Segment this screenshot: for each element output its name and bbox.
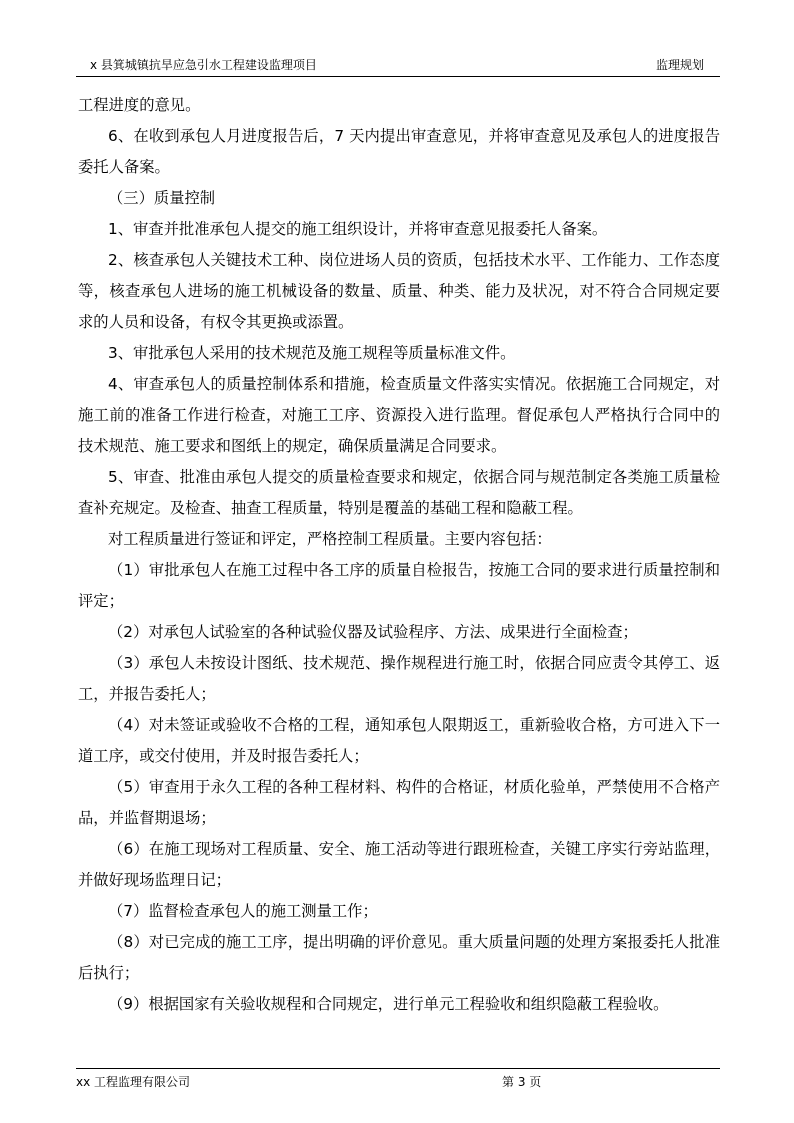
paragraph: （6）在施工现场对工程质量、安全、施工活动等进行跟班检查，关键工序实行旁站监理，并做好现场监理日记； [78,840,720,889]
paragraph: （9）根据国家有关验收规程和合同规定，进行单元工程验收和组织隐蔽工程验收。 [108,995,669,1013]
header-project-title: x 县箕城镇抗旱应急引水工程建设监理项目 [90,58,317,72]
paragraph: （2）对承包人试验室的各种试验仪器及试验程序、方法、成果进行全面检查； [108,623,638,641]
paragraph: （8）对已完成的施工工序，提出明确的评价意见。重大质量问题的处理方案报委托人批准后执行； [78,933,720,982]
paragraph: 工程进度的意见。 [78,96,201,114]
paragraph: 4、审查承包人的质量控制体系和措施，检查质量文件落实实情况。依据施工合同规定，对施工前的准备工作进行检查，对施工工序、资源投入进行监理。督促承包人严格执行合同中的技术规范、施工要求和图纸上的规定，确保质量满足合同要求。 [78,375,720,455]
page-header [76,54,720,77]
footer-company: xx 工程监理有限公司 [76,1075,191,1089]
paragraph: （1）审批承包人在施工过程中各工序的质量自检报告，按施工合同的要求进行质量控制和评定； [78,561,720,610]
paragraph: 对工程质量进行签证和评定，严格控制工程质量。主要内容包括： [108,530,552,548]
document-body [78,90,720,1020]
paragraph: 1、审查并批准承包人提交的施工组织设计，并将审查意见报委托人备案。 [108,220,608,238]
footer-page-number: 第 3 页 [502,1075,542,1089]
paragraph: 3、审批承包人采用的技术规范及施工规程等质量标准文件。 [108,344,516,362]
paragraph: 2、核查承包人关键技术工种、岗位进场人员的资质，包括技术水平、工作能力、工作态度等，核查承包人进场的施工机械设备的数量、质量、种类、能力及状况，对不符合合同规定要求的人员和设备，有权令其更换或添置。 [78,251,720,331]
paragraph: （三）质量控制 [108,189,216,207]
paragraph: 5、审查、批准由承包人提交的质量检查要求和规定，依据合同与规范制定各类施工质量检查补充规定。及检查、抽查工程质量，特别是覆盖的基础工程和隐蔽工程。 [78,468,720,517]
paragraph: 6、在收到承包人月进度报告后，7 天内提出审查意见，并将审查意见及承包人的进度报告委托人备案。 [78,127,720,176]
paragraph: （7）监督检查承包人的施工测量工作； [108,902,378,920]
header-doc-type: 监理规划 [655,58,704,72]
page-footer [76,1068,720,1091]
paragraph: （4）对未签证或验收不合格的工程，通知承包人限期返工，重新验收合格，方可进入下一道工序，或交付使用，并及时报告委托人； [78,716,720,765]
paragraph: （3）承包人未按设计图纸、技术规范、操作规程进行施工时，依据合同应责令其停工、返工，并报告委托人； [78,654,720,703]
paragraph: （5）审查用于永久工程的各种工程材料、构件的合格证，材质化验单，严禁使用不合格产品，并监督期退场； [78,778,720,827]
